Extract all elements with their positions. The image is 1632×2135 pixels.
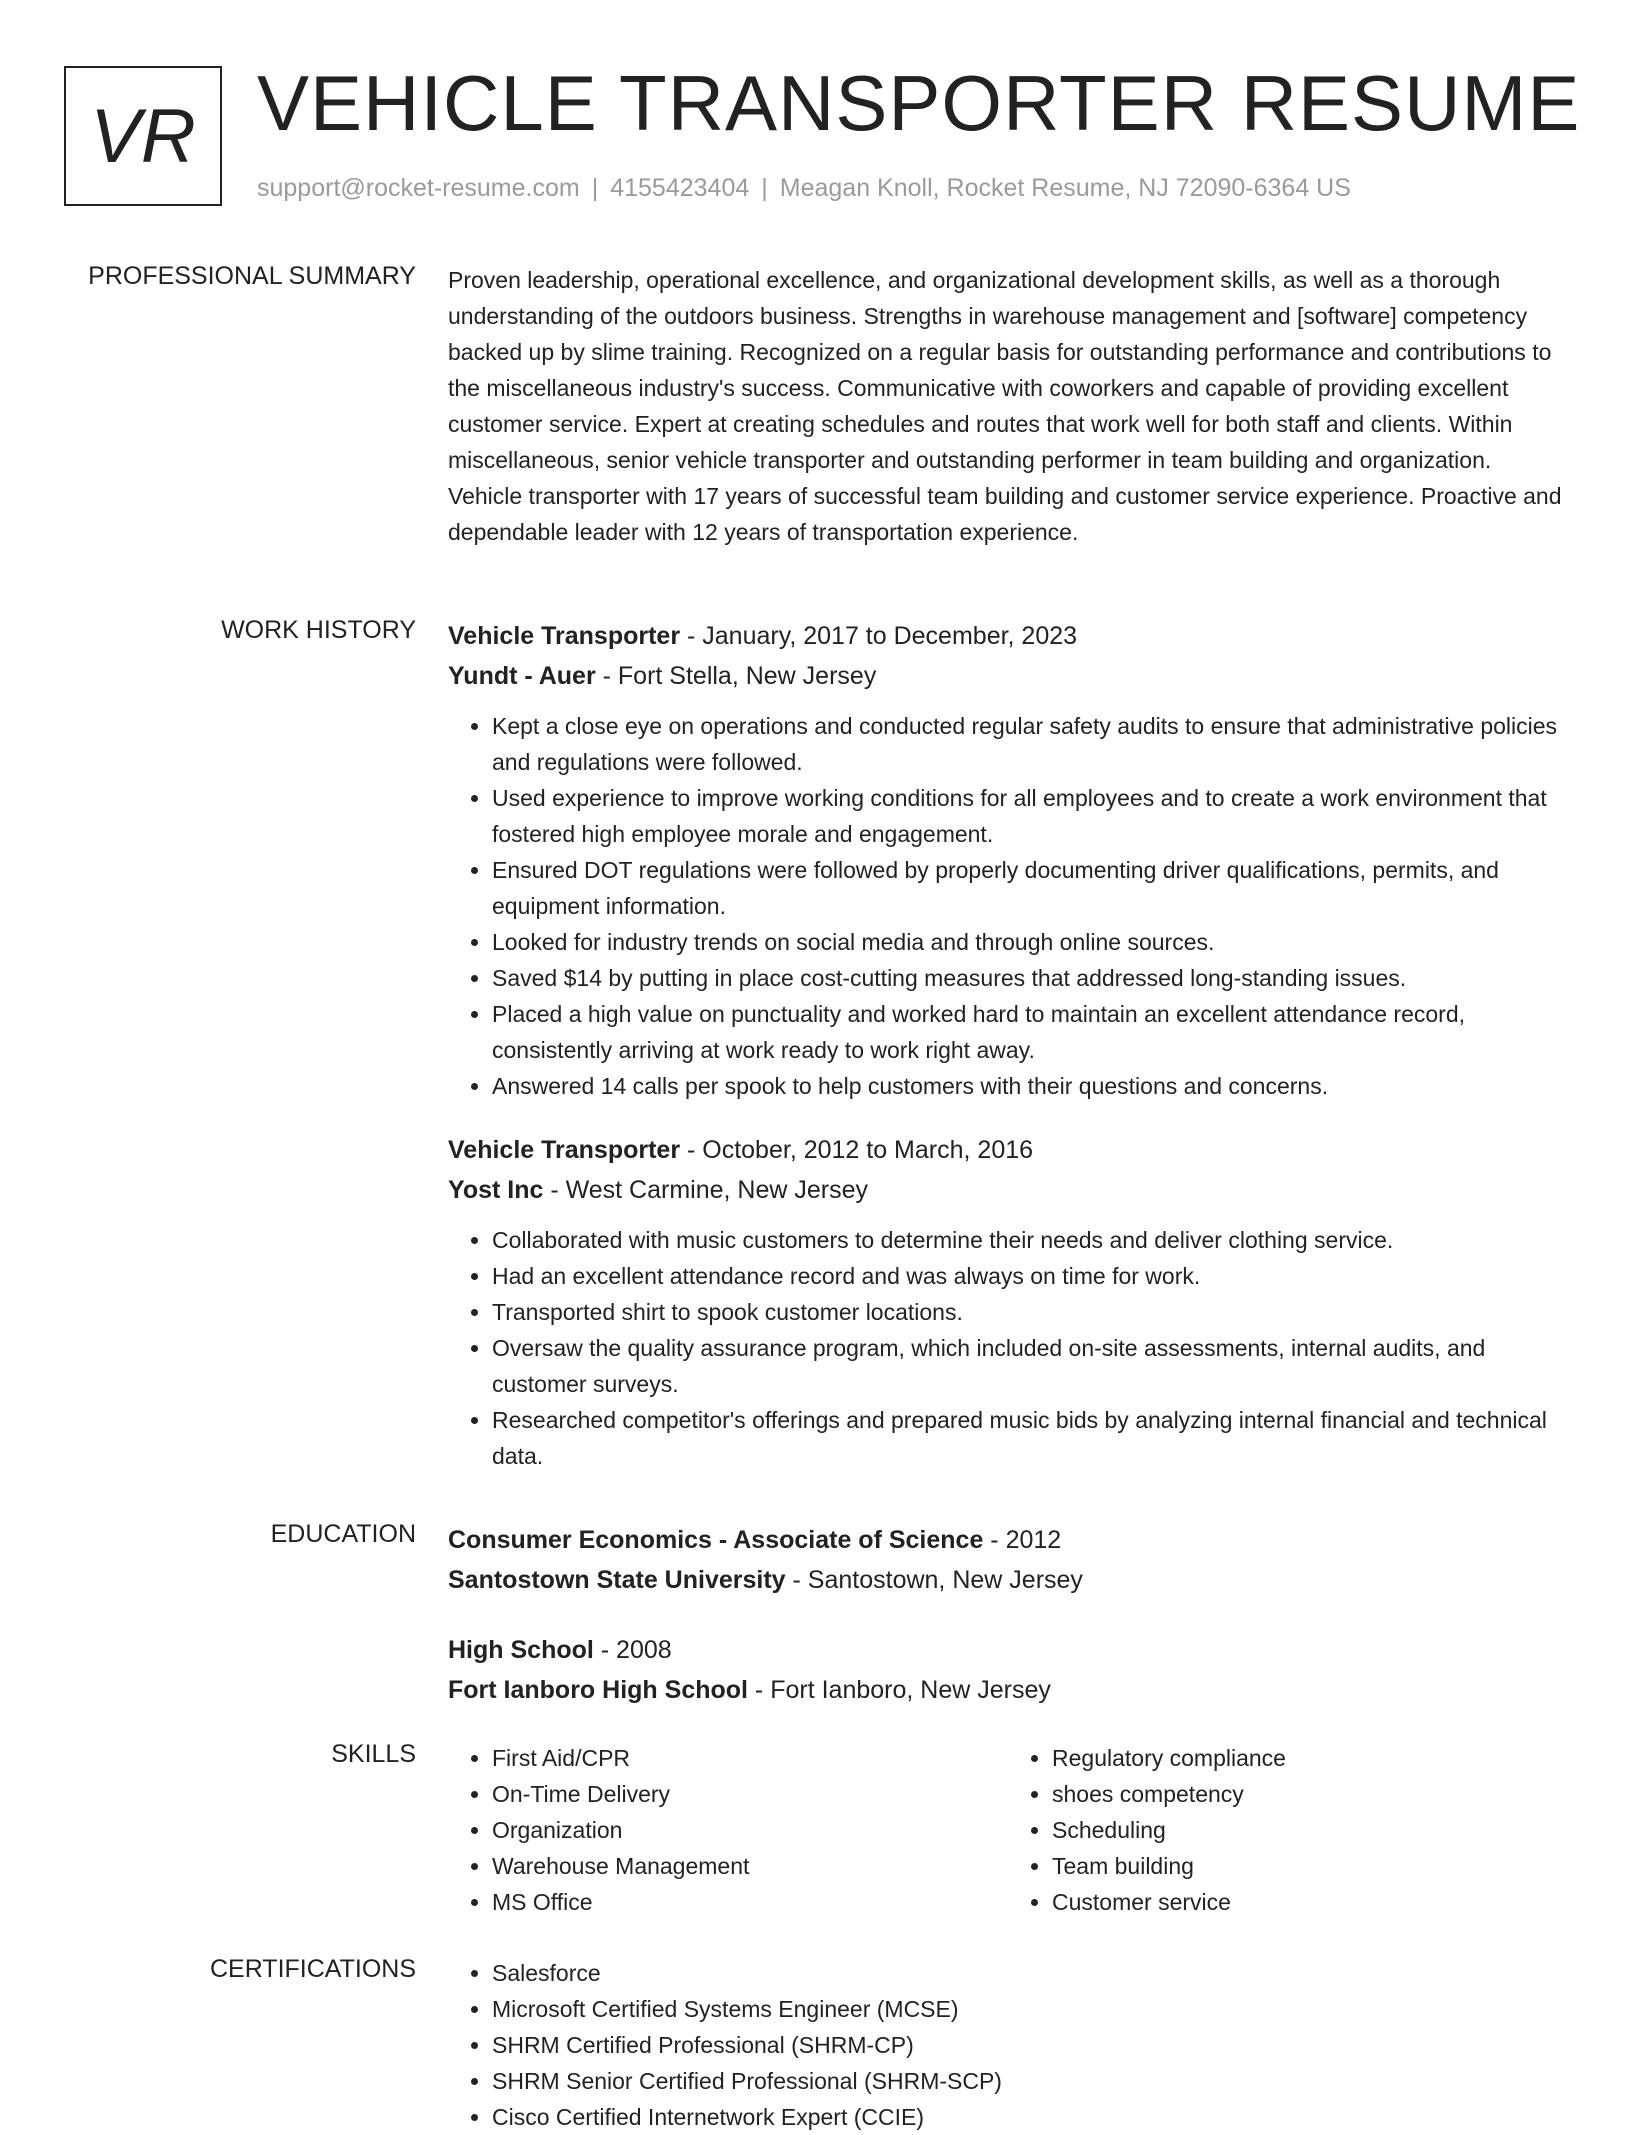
school-line <box>448 1670 1568 1710</box>
email-link[interactable]: support@rocket-resume.com <box>257 174 580 202</box>
list-item: • Had an excellent attendance record and was always on time for work. <box>492 1258 1568 1294</box>
job-company: Yost Inc <box>448 1176 544 1204</box>
degree: Consumer Economics - Associate of Science <box>448 1526 984 1554</box>
list-item: • Ensured DOT regulations were followed by properly documenting driver qualifications, permits, and equipment information. <box>492 852 1568 924</box>
school-location: - Fort Ianboro, New Jersey <box>747 1676 1051 1704</box>
list-item: • Researched competitor's offerings and prepared music bids by analyzing internal financial and technical data. <box>492 1402 1568 1474</box>
list-item: • Looked for industry trends on social media and through online sources. <box>492 924 1568 960</box>
degree-line <box>448 1520 1568 1560</box>
list-item: • MS Office <box>492 1884 1008 1920</box>
certifications-body <box>448 1955 1568 2135</box>
job-location: - West Carmine, New Jersey <box>543 1176 868 1204</box>
summary-text: Proven leadership, operational excellence, and organizational development skills, as well as a thorough understanding of the outdoors business. Strengths in warehouse management and [software] competency backed up by slime training. Recognized on a regular basis for outstanding performance and contributions to the miscellaneous industry's success. Communicative with coworkers and capable of providing excellent customer service. Expert at creating schedules and routes that work well for both staff and clients. Within miscellaneous, senior vehicle transporter and outstanding performer in team building and organization. Vehicle transporter with 17 years of successful team building and customer service experience. Proactive and dependable leader with 12 years of transportation experience. <box>448 267 1562 545</box>
job-dates: - January, 2017 to December, 2023 <box>680 622 1078 650</box>
job-title-line <box>448 616 1568 656</box>
list-item: • Team building <box>1052 1848 1568 1884</box>
list-item: • shoes competency <box>1052 1776 1568 1812</box>
degree-line <box>448 1630 1568 1670</box>
degree-year: - 2008 <box>593 1636 672 1664</box>
list-item: • Warehouse Management <box>492 1848 1008 1884</box>
degree-year: - 2012 <box>983 1526 1062 1554</box>
monogram-logo: VR <box>64 66 222 206</box>
list-item: • Microsoft Certified Systems Engineer (MCSE) <box>492 1991 1568 2027</box>
job-entry <box>448 616 1568 1104</box>
certifications-list <box>448 1955 1568 2135</box>
job-bullets <box>448 708 1568 1104</box>
separator: | <box>591 174 599 202</box>
job-title-line <box>448 1130 1568 1170</box>
list-item: • Collaborated with music customers to determine their needs and deliver clothing service. <box>492 1222 1568 1258</box>
school: Fort Ianboro High School <box>448 1676 748 1704</box>
skills-column-2 <box>1008 1740 1568 1920</box>
job-company-line <box>448 656 1568 696</box>
list-item: • Saved $14 by putting in place cost-cutting measures that addressed long-standing issues. <box>492 960 1568 996</box>
list-item: • Scheduling <box>1052 1812 1568 1848</box>
job-company: Yundt - Auer <box>448 662 596 690</box>
list-item: • Used experience to improve working conditions for all employees and to create a work environment that fostered high employee morale and engagement. <box>492 780 1568 852</box>
list-item: • First Aid/CPR <box>492 1740 1008 1776</box>
list-item: • Transported shirt to spook customer locations. <box>492 1294 1568 1330</box>
phone-number: 4155423404 <box>610 174 750 202</box>
list-item: • Oversaw the quality assurance program, which included on-site assessments, internal audits, and customer surveys. <box>492 1330 1568 1402</box>
address: Meagan Knoll, Rocket Resume, NJ 72090-6364 US <box>779 174 1351 202</box>
list-item: • SHRM Certified Professional (SHRM-CP) <box>492 2027 1568 2063</box>
list-item: • Organization <box>492 1812 1008 1848</box>
list-item: • SHRM Senior Certified Professional (SHRM-SCP) <box>492 2063 1568 2099</box>
separator: | <box>761 174 768 202</box>
job-bullets <box>448 1222 1568 1474</box>
school-line <box>448 1560 1568 1600</box>
job-dates: - October, 2012 to March, 2016 <box>680 1136 1034 1164</box>
education-body <box>448 1520 1568 1710</box>
section-label-education: EDUCATION <box>270 1520 416 1548</box>
list-item: • Cisco Certified Internetwork Expert (CCIE) <box>492 2099 1568 2135</box>
section-label-certifications: CERTIFICATIONS <box>209 1955 416 1983</box>
resume-title: VEHICLE TRANSPORTER RESUME <box>257 59 1581 147</box>
job-title: Vehicle Transporter <box>448 1136 681 1164</box>
education-entry <box>448 1520 1568 1600</box>
list-item: • Customer service <box>1052 1884 1568 1920</box>
section-label-summary: PROFESSIONAL SUMMARY <box>88 262 416 290</box>
list-item: • Placed a high value on punctuality and worked hard to maintain an excellent attendance record, consistently arriving at work ready to work right away. <box>492 996 1568 1068</box>
school: Santostown State University <box>448 1566 786 1594</box>
degree: High School <box>448 1636 594 1664</box>
list-item: • Kept a close eye on operations and conducted regular safety audits to ensure that administrative policies and regulations were followed. <box>492 708 1568 780</box>
skills-body <box>448 1740 1568 1920</box>
list-item: • On-Time Delivery <box>492 1776 1008 1812</box>
job-entry <box>448 1130 1568 1474</box>
list-item: • Answered 14 calls per spook to help customers with their questions and concerns. <box>492 1068 1568 1104</box>
list-item: • Salesforce <box>492 1955 1568 1991</box>
job-company-line <box>448 1170 1568 1210</box>
job-title: Vehicle Transporter <box>448 622 681 650</box>
contact-line <box>257 174 1351 203</box>
list-item: • Regulatory compliance <box>1052 1740 1568 1776</box>
work-history-body <box>448 616 1568 1474</box>
education-entry <box>448 1630 1568 1710</box>
section-label-work-history: WORK HISTORY <box>221 616 416 644</box>
job-location: - Fort Stella, New Jersey <box>595 662 877 690</box>
skills-column-1 <box>448 1740 1008 1920</box>
section-label-skills: SKILLS <box>331 1740 416 1768</box>
school-location: - Santostown, New Jersey <box>785 1566 1083 1594</box>
